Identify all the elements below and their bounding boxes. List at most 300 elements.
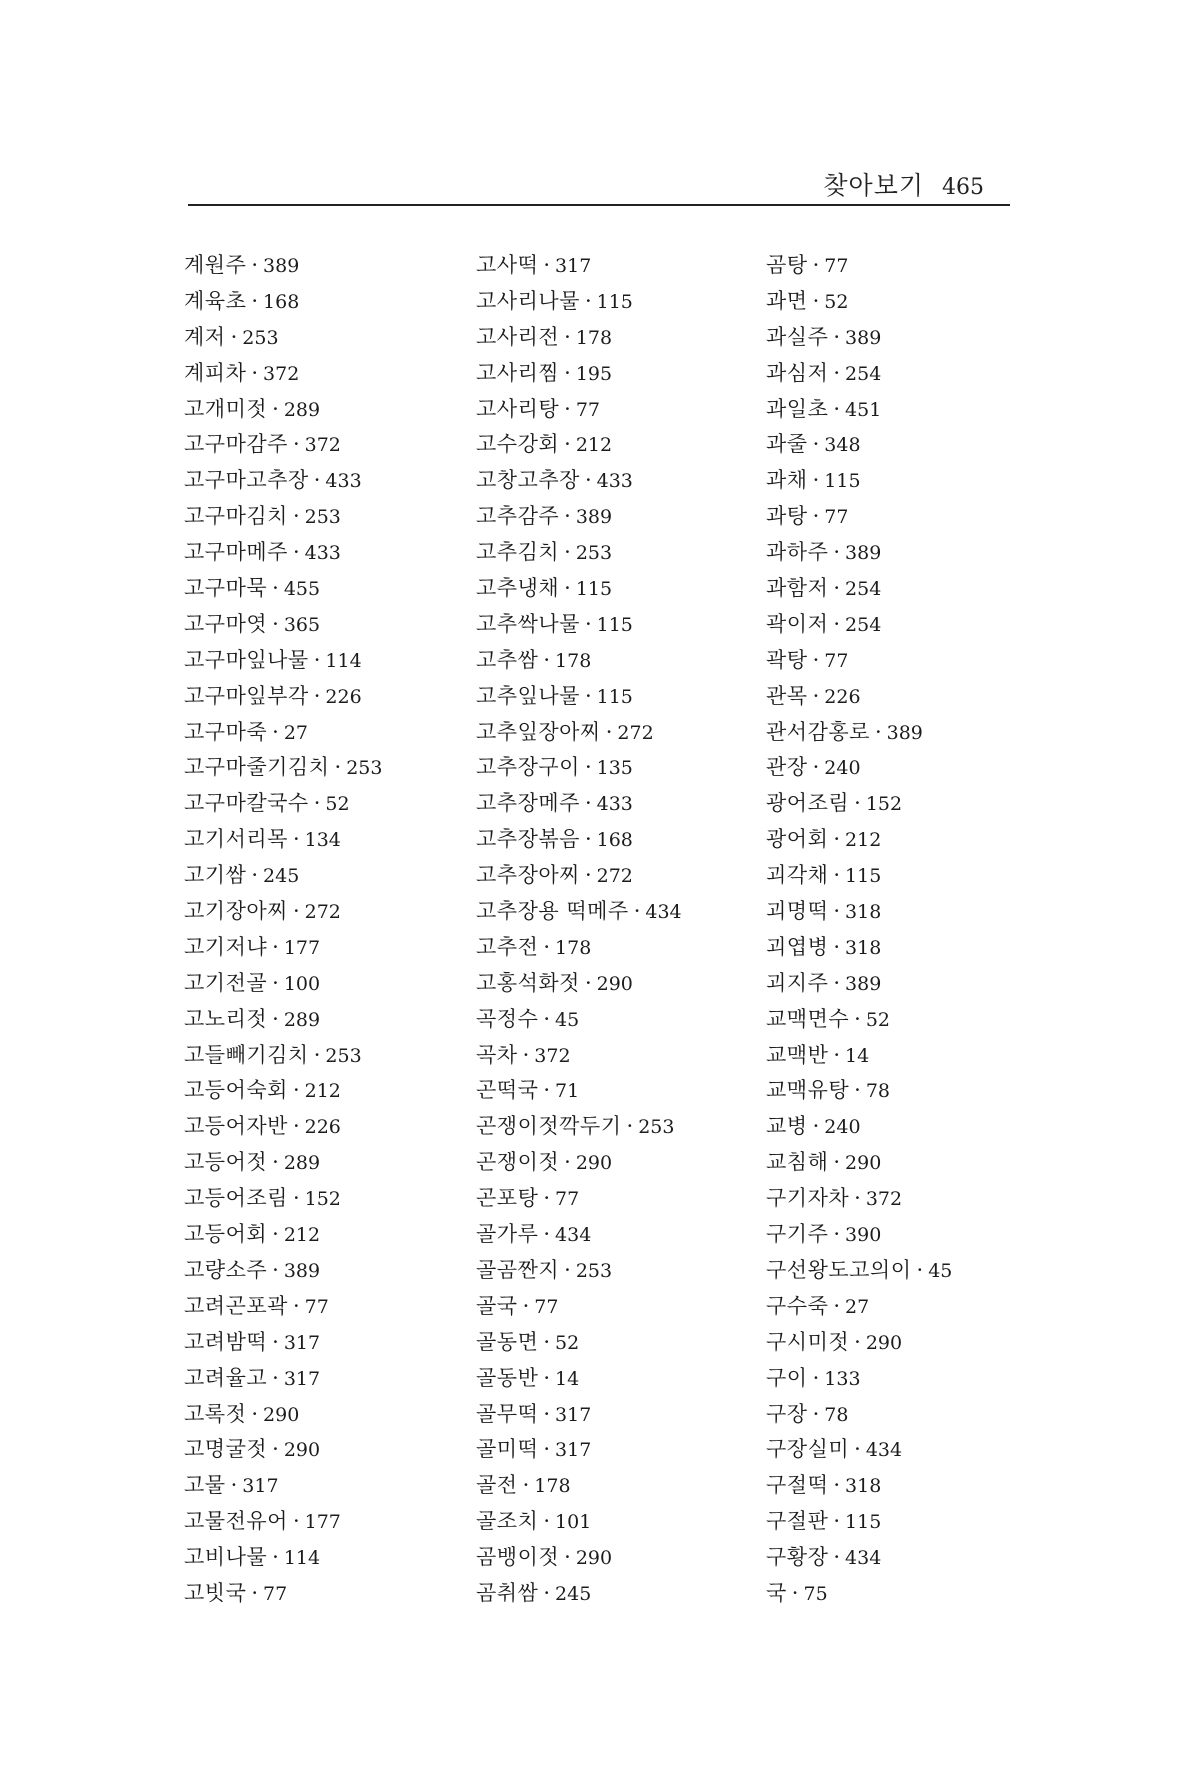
index-entry (476, 320, 682, 356)
index-entry (184, 607, 382, 643)
separator-dot: · (313, 683, 321, 708)
index-term: 구절판 (766, 1509, 829, 1534)
separator-dot: · (812, 1401, 820, 1426)
index-page-number: 226 (824, 685, 861, 708)
separator-dot: · (812, 468, 820, 493)
separator-dot: · (292, 1186, 300, 1211)
index-page-number: 77 (824, 255, 849, 277)
separator-dot: · (833, 611, 841, 636)
index-entry (476, 535, 682, 571)
index-entry (476, 499, 682, 535)
separator-dot: · (833, 827, 841, 852)
index-page-number: 240 (824, 757, 861, 780)
index-entry (184, 1325, 382, 1361)
index-term: 고추냉채 (476, 576, 560, 601)
separator-dot: · (812, 1114, 820, 1139)
index-entry (476, 571, 682, 607)
index-entry (476, 894, 682, 930)
separator-dot: · (251, 288, 259, 313)
index-page-number: 433 (596, 470, 633, 493)
index-term: 고구마묵 (184, 576, 268, 601)
index-term: 고려밤떡 (184, 1329, 268, 1354)
index-term: 고물전유어 (184, 1509, 288, 1534)
index-entry (184, 463, 382, 499)
index-page-number: 317 (283, 1331, 321, 1354)
separator-dot: · (292, 899, 300, 924)
index-page-number: 178 (555, 649, 592, 672)
index-term: 고들빼기김치 (184, 1042, 309, 1067)
separator-dot: · (564, 360, 571, 385)
index-term: 구장실미 (766, 1437, 850, 1462)
index-term: 고등어숙회 (184, 1078, 288, 1103)
index-entry (766, 1468, 952, 1504)
separator-dot: · (543, 1401, 551, 1426)
index-entry (184, 535, 382, 571)
index-entry (184, 966, 382, 1002)
index-term: 고창고추장 (476, 468, 580, 493)
separator-dot: · (251, 253, 259, 277)
index-page-number: 52 (865, 1008, 891, 1031)
separator-dot: · (292, 827, 300, 852)
separator-dot: · (854, 1329, 861, 1354)
index-term: 과심저 (766, 360, 829, 385)
separator-dot: · (272, 970, 279, 995)
index-term: 고홍석화젓 (476, 970, 580, 995)
index-term: 고비나물 (184, 1545, 268, 1570)
index-term: 고수강회 (476, 432, 560, 457)
index-term: 구장 (766, 1401, 808, 1426)
index-page-number: 52 (325, 793, 350, 816)
index-term: 구기자차 (766, 1186, 850, 1211)
index-page-number: 451 (845, 398, 882, 421)
separator-dot: · (812, 504, 820, 529)
index-entry (766, 1504, 952, 1540)
index-page-number: 178 (534, 1475, 571, 1498)
index-entry (476, 1145, 682, 1181)
index-entry (766, 966, 952, 1002)
index-term: 광어회 (766, 827, 829, 852)
separator-dot: · (251, 863, 259, 888)
index-page-number: 226 (325, 685, 362, 708)
separator-dot: · (916, 1257, 924, 1282)
index-entry (766, 1002, 952, 1038)
separator-dot: · (854, 1437, 861, 1462)
separator-dot: · (272, 1150, 279, 1175)
separator-dot: · (543, 1365, 551, 1390)
index-term: 고등어회 (184, 1222, 268, 1247)
index-entry (476, 1289, 682, 1325)
index-term: 구선왕도고의이 (766, 1257, 912, 1282)
separator-dot: · (833, 899, 841, 924)
index-page-number: 245 (263, 865, 300, 888)
index-page-number: 135 (596, 757, 633, 780)
index-page-number: 226 (304, 1116, 341, 1139)
separator-dot: · (874, 719, 882, 744)
index-term: 골미떡 (476, 1437, 539, 1462)
separator-dot: · (854, 1078, 861, 1103)
index-term: 곡차 (476, 1042, 518, 1067)
index-page-number: 52 (555, 1331, 580, 1354)
index-page-number: 114 (325, 649, 362, 672)
index-page-number: 114 (283, 1547, 321, 1570)
index-page-number: 455 (283, 578, 321, 601)
index-page-number: 168 (596, 829, 633, 852)
index-page-number: 77 (263, 1582, 288, 1605)
separator-dot: · (292, 1509, 300, 1534)
index-term: 고등어자반 (184, 1114, 288, 1139)
separator-dot: · (564, 1257, 571, 1282)
separator-dot: · (833, 934, 841, 959)
index-page-number: 45 (928, 1259, 953, 1282)
index-term: 고량소주 (184, 1257, 268, 1282)
index-term: 고사떡 (476, 253, 539, 277)
separator-dot: · (292, 540, 300, 565)
separator-dot: · (543, 1580, 551, 1605)
index-term: 과줄 (766, 432, 808, 457)
index-entry (766, 858, 952, 894)
index-entry (476, 607, 682, 643)
index-term: 관서감홍로 (766, 719, 870, 744)
index-entry (184, 1468, 382, 1504)
index-entry (766, 427, 952, 463)
separator-dot: · (251, 1401, 259, 1426)
index-page-number: 71 (555, 1080, 580, 1103)
index-page-number: 434 (845, 1547, 882, 1570)
index-term: 구수죽 (766, 1293, 829, 1318)
separator-dot: · (584, 468, 592, 493)
index-page-number: 100 (283, 972, 321, 995)
separator-dot: · (564, 324, 571, 349)
index-entry (184, 1361, 382, 1397)
separator-dot: · (292, 432, 300, 457)
separator-dot: · (543, 253, 551, 277)
separator-dot: · (272, 1006, 279, 1031)
separator-dot: · (272, 1222, 279, 1247)
index-entry (766, 1109, 952, 1145)
index-entry (766, 1432, 952, 1468)
index-page-number: 240 (824, 1116, 861, 1139)
index-term: 고추장볶음 (476, 827, 580, 852)
index-entry (766, 392, 952, 428)
index-term: 곰취쌈 (476, 1580, 539, 1605)
index-page-number: 433 (596, 793, 633, 816)
index-entry (476, 1002, 682, 1038)
index-entry (184, 1145, 382, 1181)
index-term: 구황장 (766, 1545, 829, 1570)
index-term: 고빗국 (184, 1580, 247, 1605)
separator-dot: · (522, 1473, 530, 1498)
separator-dot: · (812, 755, 820, 780)
index-page-number: 77 (304, 1295, 329, 1318)
index-page-number: 389 (845, 542, 882, 565)
index-entry (766, 643, 952, 679)
index-entry (184, 679, 382, 715)
index-entry (476, 427, 682, 463)
index-page-number: 290 (865, 1331, 903, 1354)
index-entry (766, 750, 952, 786)
index-term: 괴각채 (766, 863, 829, 888)
index-term: 골동반 (476, 1365, 539, 1390)
separator-dot: · (584, 970, 592, 995)
index-page-number: 115 (596, 290, 633, 313)
separator-dot: · (833, 540, 841, 565)
index-term: 고기전골 (184, 970, 268, 995)
separator-dot: · (543, 934, 551, 959)
index-term: 고명굴젓 (184, 1437, 268, 1462)
separator-dot: · (522, 1293, 530, 1318)
index-entry (766, 1540, 952, 1576)
index-term: 고추감주 (476, 504, 560, 529)
separator-dot: · (833, 1042, 841, 1067)
index-page-number: 77 (824, 649, 849, 672)
index-entry (766, 1038, 952, 1074)
index-page-number: 290 (575, 1547, 613, 1570)
index-page-number: 212 (304, 1080, 341, 1103)
separator-dot: · (564, 432, 571, 457)
index-entry (476, 1540, 682, 1576)
separator-dot: · (272, 611, 279, 636)
index-term: 계피차 (184, 360, 247, 385)
separator-dot: · (543, 1186, 551, 1211)
index-page-number: 372 (865, 1188, 903, 1211)
index-entry (184, 1576, 382, 1612)
index-page-number: 390 (845, 1224, 882, 1247)
separator-dot: · (833, 1473, 841, 1498)
index-page-number: 253 (638, 1116, 675, 1139)
index-page-number: 27 (283, 721, 309, 744)
index-page-number: 115 (596, 685, 633, 708)
index-term: 고추전 (476, 934, 539, 959)
index-page-number: 389 (845, 326, 882, 349)
index-term: 고사리나물 (476, 288, 580, 313)
separator-dot: · (812, 253, 820, 277)
index-page-number: 389 (283, 1259, 321, 1282)
index-page-number: 318 (845, 901, 882, 924)
index-page-number: 433 (325, 470, 362, 493)
index-page-number: 134 (304, 829, 341, 852)
index-entry (766, 248, 952, 284)
index-entry (184, 1217, 382, 1253)
index-term: 고구마감주 (184, 432, 288, 457)
index-term: 교맥면수 (766, 1006, 850, 1031)
index-entry (476, 248, 682, 284)
separator-dot: · (230, 324, 238, 349)
separator-dot: · (833, 576, 841, 601)
index-page-number: 318 (845, 1475, 882, 1498)
index-entry (766, 1145, 952, 1181)
separator-dot: · (833, 360, 841, 385)
index-page-number: 253 (325, 1044, 362, 1067)
separator-dot: · (564, 396, 571, 421)
index-term: 고기장아찌 (184, 899, 288, 924)
index-column-2 (476, 248, 682, 1612)
index-entry (184, 1397, 382, 1433)
index-entry (766, 571, 952, 607)
index-term: 괴명떡 (766, 899, 829, 924)
index-page-number: 290 (263, 1403, 300, 1426)
index-term: 고노리젓 (184, 1006, 268, 1031)
index-entry (184, 1540, 382, 1576)
index-entry (766, 535, 952, 571)
separator-dot: · (543, 1222, 551, 1247)
separator-dot: · (833, 1293, 841, 1318)
running-head-title: 찾아보기 (823, 171, 924, 200)
index-entry (476, 463, 682, 499)
separator-dot: · (812, 683, 820, 708)
separator-dot: · (272, 1365, 279, 1390)
separator-dot: · (272, 719, 279, 744)
index-entry (476, 966, 682, 1002)
index-entry (184, 930, 382, 966)
separator-dot: · (833, 324, 841, 349)
index-page-number: 101 (555, 1511, 592, 1534)
index-entry (184, 643, 382, 679)
index-term: 골무떡 (476, 1401, 539, 1426)
index-entry (766, 463, 952, 499)
index-entry (476, 284, 682, 320)
index-page-number: 254 (845, 362, 882, 385)
separator-dot: · (292, 504, 300, 529)
index-term: 고사리전 (476, 324, 560, 349)
index-term: 구기주 (766, 1222, 829, 1247)
index-entry (184, 1073, 382, 1109)
separator-dot: · (812, 432, 820, 457)
index-page-number: 178 (575, 326, 613, 349)
index-entry (184, 858, 382, 894)
index-term: 구시미젓 (766, 1329, 850, 1354)
index-term: 곰뱅이젓 (476, 1545, 560, 1570)
index-entry (476, 1109, 682, 1145)
index-entry (766, 320, 952, 356)
index-term: 고개미젓 (184, 396, 268, 421)
index-term: 고사리찜 (476, 360, 560, 385)
index-term: 곤쟁이젓깍두기 (476, 1114, 622, 1139)
separator-dot: · (833, 970, 841, 995)
index-term: 곤쟁이젓 (476, 1150, 560, 1175)
separator-dot: · (812, 1365, 820, 1390)
separator-dot: · (543, 1329, 551, 1354)
index-entry (184, 499, 382, 535)
index-entry (184, 822, 382, 858)
index-entry (476, 822, 682, 858)
index-page-number: 389 (263, 255, 300, 277)
index-term: 고추쌈 (476, 647, 539, 672)
index-entry (766, 1253, 952, 1289)
index-term: 고록젓 (184, 1401, 247, 1426)
separator-dot: · (272, 934, 279, 959)
index-page-number: 317 (242, 1475, 279, 1498)
index-term: 계원주 (184, 253, 247, 277)
index-entry (766, 1181, 952, 1217)
index-entry (184, 320, 382, 356)
index-entry (476, 750, 682, 786)
index-page-number: 177 (304, 1511, 341, 1534)
index-term: 과채 (766, 468, 808, 493)
index-term: 교맥유탕 (766, 1078, 850, 1103)
index-entry (476, 1038, 682, 1074)
index-entry (184, 1181, 382, 1217)
index-page-number: 115 (845, 1511, 882, 1534)
index-entry (476, 786, 682, 822)
separator-dot: · (313, 647, 321, 672)
separator-dot: · (292, 1078, 300, 1103)
index-page-number: 195 (575, 362, 613, 385)
index-term: 고구마고추장 (184, 468, 309, 493)
index-page-number: 115 (845, 865, 882, 888)
index-entry (476, 1504, 682, 1540)
index-term: 고사리탕 (476, 396, 560, 421)
index-term: 고구마잎나물 (184, 647, 309, 672)
separator-dot: · (564, 1150, 571, 1175)
index-page-number: 434 (865, 1439, 903, 1462)
index-page-number: 253 (304, 506, 341, 529)
index-term: 과일초 (766, 396, 829, 421)
index-page-number: 290 (845, 1152, 882, 1175)
index-page-number: 272 (596, 865, 633, 888)
index-page-number: 77 (534, 1295, 559, 1318)
separator-dot: · (584, 827, 592, 852)
index-entry (766, 822, 952, 858)
index-page-number: 14 (555, 1367, 580, 1390)
index-page-number: 365 (283, 613, 321, 636)
separator-dot: · (564, 1545, 571, 1570)
index-entry (184, 1289, 382, 1325)
index-column-1 (184, 248, 382, 1612)
separator-dot: · (564, 576, 571, 601)
index-page-number: 389 (845, 972, 882, 995)
index-page-number: 152 (304, 1188, 341, 1211)
separator-dot: · (334, 755, 342, 780)
index-page-number: 254 (845, 613, 882, 636)
index-page-number: 348 (824, 434, 861, 457)
index-page-number: 115 (824, 470, 861, 493)
index-term: 고구마엿 (184, 611, 268, 636)
index-term: 고등어젓 (184, 1150, 268, 1175)
index-term: 골곰짠지 (476, 1257, 560, 1282)
index-entry (184, 715, 382, 751)
index-term: 고려율고 (184, 1365, 268, 1390)
separator-dot: · (272, 1545, 279, 1570)
index-entry (184, 1109, 382, 1145)
index-page-number: 317 (283, 1367, 321, 1390)
separator-dot: · (584, 863, 592, 888)
index-term: 구이 (766, 1365, 808, 1390)
index-page-number: 133 (824, 1367, 861, 1390)
index-term: 고기서리목 (184, 827, 288, 852)
separator-dot: · (313, 791, 321, 816)
index-page-number: 317 (555, 1439, 592, 1462)
index-page-number: 254 (845, 578, 882, 601)
index-term: 골전 (476, 1473, 518, 1498)
index-page-number: 317 (555, 1403, 592, 1426)
index-page-number: 212 (575, 434, 613, 457)
index-page-number: 77 (824, 506, 849, 529)
index-entry (184, 284, 382, 320)
index-entry (476, 1181, 682, 1217)
index-term: 고구마메주 (184, 540, 288, 565)
index-entry (766, 1289, 952, 1325)
index-page-number: 434 (645, 901, 682, 924)
separator-dot: · (313, 1042, 321, 1067)
index-page-number: 272 (304, 901, 341, 924)
index-entry (476, 715, 682, 751)
index-entry (184, 894, 382, 930)
separator-dot: · (812, 647, 820, 672)
separator-dot: · (230, 1473, 238, 1498)
index-term: 고구마잎부각 (184, 683, 309, 708)
index-page-number: 115 (575, 578, 613, 601)
index-page-number: 78 (824, 1403, 849, 1426)
